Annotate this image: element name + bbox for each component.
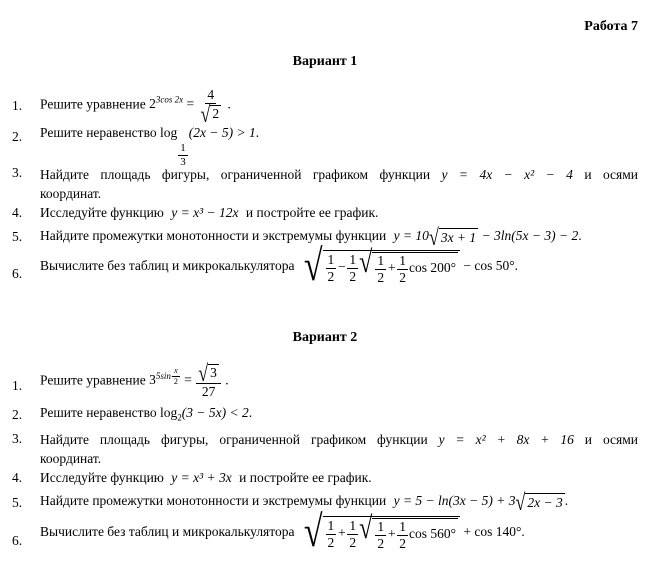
task-number: 2.: [12, 407, 23, 422]
task-text: Решите неравенство: [40, 125, 157, 140]
math-expression: y = x³ + 3x: [171, 470, 232, 485]
task-2-4: Исследуйте функцию y = x³ + 3x и постройте ее график.: [40, 470, 372, 485]
math-expression: y = x³ − 12x: [171, 205, 239, 220]
math-expression: $\log_2(3 - 5x) < 2$: [159, 405, 249, 423]
task-1-1: Решите уравнение $2^{3cos 2x}$ = 4 √ 2 .: [40, 87, 231, 127]
task-1-4: Исследуйте функцию y = x³ − 12x и постройте ее график.: [40, 205, 379, 220]
math-expression: y = 4x − x² − 4: [441, 167, 573, 182]
task-text: Найдите площадь фигуры, ограниченной графиком функции: [40, 432, 428, 447]
math-expression: √ $\frac{1}{2}$ − $\frac{1}{2}$ √ $\frac{1}{2}$ + $\frac{1}{2}$ cos 200° − cos 50°: [303, 242, 515, 291]
task-1-3: Найдите площадь фигуры, ограниченной графиком функции y = 4x − x² − 4 и осями координат.: [40, 167, 639, 201]
task-number: 4.: [12, 470, 23, 485]
task-2-3: Найдите площадь фигуры, ограниченной графиком функции y = x² + 8x + 16 и осями координат.: [40, 432, 639, 466]
task-2-6: Вычислите без таблиц и микрокалькулятора √ $\frac{1}{2}$ + $\frac{1}{2}$ √ $\frac{1}{2}$ + $\frac{1}{2}$ cos 560° + cos 140°.: [40, 508, 525, 557]
math-expression: y = 10 √ 3x + 1 − 3ln(5x − 3) − 2: [393, 224, 579, 250]
task-number: 5.: [12, 495, 23, 510]
task-2-5: Найдите промежутки монотонности и экстремумы функции y = 5 − ln(3x − 5) + 3 √ 2x − 3 .: [40, 489, 569, 515]
task-2-1: Решите уравнение $3^{5sin \frac{x}{2}}$ = √ 3 27 .: [40, 360, 229, 399]
work-title: Работа 7: [584, 19, 638, 34]
task-1-2: Решите неравенство log $\frac{1}{3}$ (2x − 5) > 1.: [40, 125, 260, 168]
math-expression: y = x² + 8x + 16: [438, 432, 574, 447]
task-text: Найдите промежутки монотонности и экстремумы функции: [40, 228, 387, 244]
task-2-2: Решите неравенство $\log_2(3 - 5x) < 2$.: [40, 405, 253, 423]
task-text: Найдите промежутки монотонности и экстремумы функции: [40, 493, 387, 509]
task-number: 1.: [12, 378, 23, 393]
task-number: 5.: [12, 229, 23, 244]
math-expression: $2^{3cos 2x}$ = 4 √ 2: [149, 87, 220, 127]
task-number: 3.: [12, 165, 23, 180]
task-text: Решите неравенство: [40, 405, 157, 420]
task-text: Исследуйте функцию: [40, 205, 164, 220]
task-text: Решите уравнение: [40, 372, 146, 388]
math-expression: y = 5 − ln(3x − 5) + 3 √ 2x − 3: [393, 489, 563, 515]
math-expression: $3^{5sin \frac{x}{2}}$ = √ 3 27: [149, 372, 225, 387]
task-number: 3.: [12, 431, 23, 446]
task-text: Решите уравнение: [40, 96, 146, 112]
task-1-6: Вычислите без таблиц и микрокалькулятора √ $\frac{1}{2}$ − $\frac{1}{2}$ √ $\frac{1}{2}$ + $\frac{1}{2}$ cos 200° − cos 50°.: [40, 242, 518, 291]
task-number: 4.: [12, 205, 23, 220]
math-expression: √ $\frac{1}{2}$ + $\frac{1}{2}$ √ $\frac{1}{2}$ + $\frac{1}{2}$ cos 560° + cos 140°: [303, 508, 522, 557]
task-number: 1.: [12, 98, 23, 113]
task-number: 6.: [12, 266, 23, 281]
task-text: Вычислите без таблиц и микрокалькулятора: [40, 524, 295, 540]
math-expression: log $\frac{1}{3}$ (2x − 5) > 1: [159, 125, 256, 168]
task-text: Найдите площадь фигуры, ограниченной графиком функции: [40, 167, 431, 182]
task-number: 2.: [12, 129, 23, 144]
task-number: 6.: [12, 533, 23, 548]
task-text: Вычислите без таблиц и микрокалькулятора: [40, 258, 295, 274]
task-1-5: Найдите промежутки монотонности и экстремумы функции y = 10 √ 3x + 1 − 3ln(5x − 3) − 2.: [40, 224, 582, 250]
task-text: Исследуйте функцию: [40, 470, 164, 485]
variant-1-title: Вариант 1: [292, 54, 358, 69]
variant-2-title: Вариант 2: [292, 330, 358, 345]
